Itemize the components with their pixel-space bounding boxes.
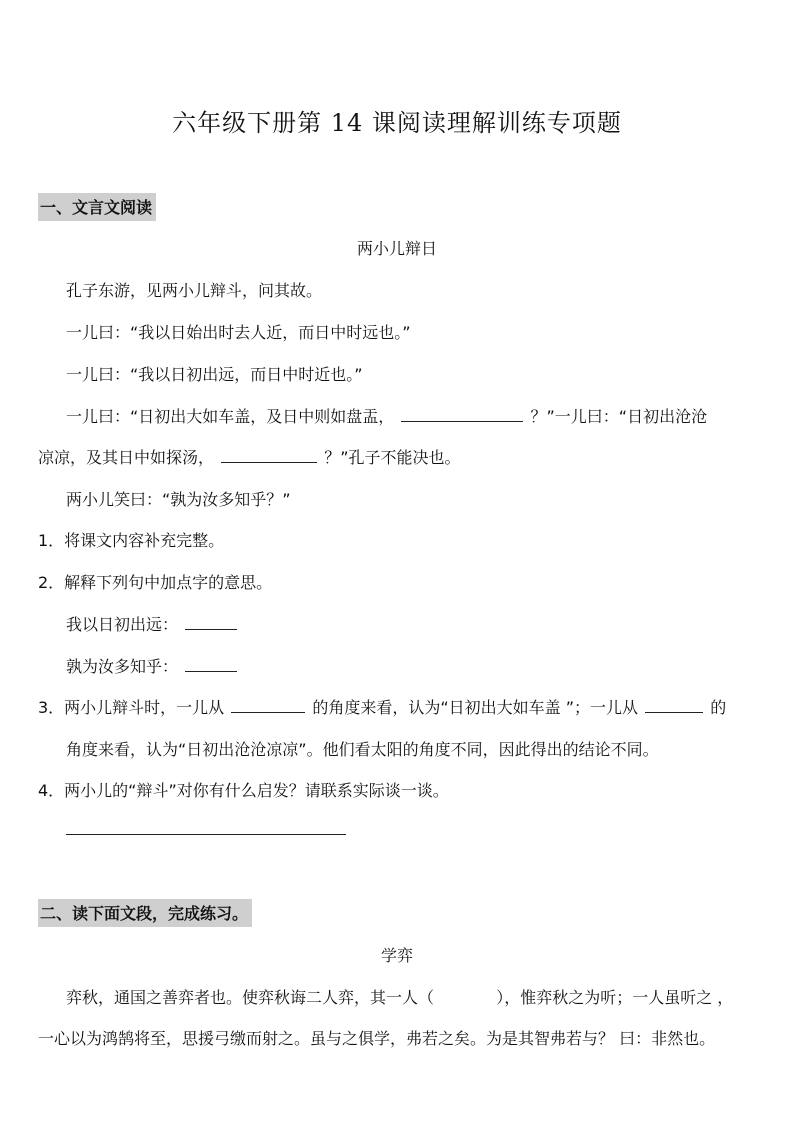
passage-text: 一儿曰：“日初出大如车盖，及日中则如盘盂， — [66, 407, 395, 426]
question-text: 3．两小儿辩斗时，一儿从 — [38, 698, 225, 717]
answer-blank[interactable] — [645, 698, 703, 713]
page-title: 六年级下册第 14 课阅读理解训练专项题 — [172, 109, 622, 137]
passage-title-xueyi: 学弈 — [380, 946, 413, 965]
passage-line: 一儿曰：“我以日初出远，而日中时近也。” — [66, 365, 363, 384]
question-3-continued: 角度来看，认为“日初出沧沧凉凉”。他们看太阳的角度不同，因此得出的结论不同。 — [66, 740, 659, 759]
passage-line-with-blank — [38, 445, 461, 468]
passage-text: ），惟弈秋之为听；一人虽听之 ， — [496, 988, 734, 1007]
passage-line: 一心以为鸿鹄将至，思援弓缴而射之。虽与之俱学，弗若之矣。为是其智弗若与？ 曰：非然也。 — [38, 1029, 716, 1048]
answer-blank[interactable] — [185, 615, 237, 630]
passage-text: 弈秋，通国之善弈者也。使弈秋诲二人弈，其一人（ — [66, 988, 435, 1007]
fill-blank[interactable] — [221, 448, 317, 463]
passage-line: 孔子东游，见两小儿辩斗，问其故。 — [66, 281, 323, 300]
question-2a — [66, 612, 239, 635]
question-text: 孰为汝多知乎： — [66, 657, 179, 676]
question-text: 我以日初出远： — [66, 615, 179, 634]
passage-line: 一儿曰：“我以日始出时去人近，而日中时远也。” — [66, 323, 411, 342]
passage-title-liangxiaoer: 两小儿辩日 — [356, 239, 437, 258]
question-4: 4．两小儿的“辩斗”对你有什么启发？请联系实际谈一谈。 — [38, 781, 449, 800]
fill-blank[interactable] — [401, 407, 523, 422]
passage-text: ？”孔子不能决也。 — [324, 448, 461, 467]
passage-text: 凉凉，及其日中如探汤， — [38, 448, 215, 467]
passage-text: ？”一儿曰：“日初出沧沧 — [530, 407, 708, 426]
section-heading-classical-reading: 一、文言文阅读 — [38, 193, 156, 221]
section-heading-reading: 二、读下面文段，完成练习。 — [38, 899, 252, 927]
answer-blank[interactable] — [231, 698, 305, 713]
question-2: 2．解释下列句中加点字的意思。 — [38, 573, 273, 592]
question-1: 1．将课文内容补充完整。 — [38, 531, 225, 550]
question-3 — [38, 695, 726, 718]
question-text: 的角度来看，认为“日初出大如车盖 ”；一儿从 — [312, 698, 639, 717]
passage-line-with-blank — [66, 985, 733, 1008]
answer-line[interactable] — [66, 834, 346, 835]
question-text: 的 — [710, 698, 727, 717]
answer-blank[interactable] — [185, 657, 237, 672]
passage-line-with-blank — [66, 404, 707, 427]
question-2b — [66, 654, 239, 677]
passage-line: 两小儿笑曰：“孰为汝多知乎？” — [66, 490, 291, 509]
